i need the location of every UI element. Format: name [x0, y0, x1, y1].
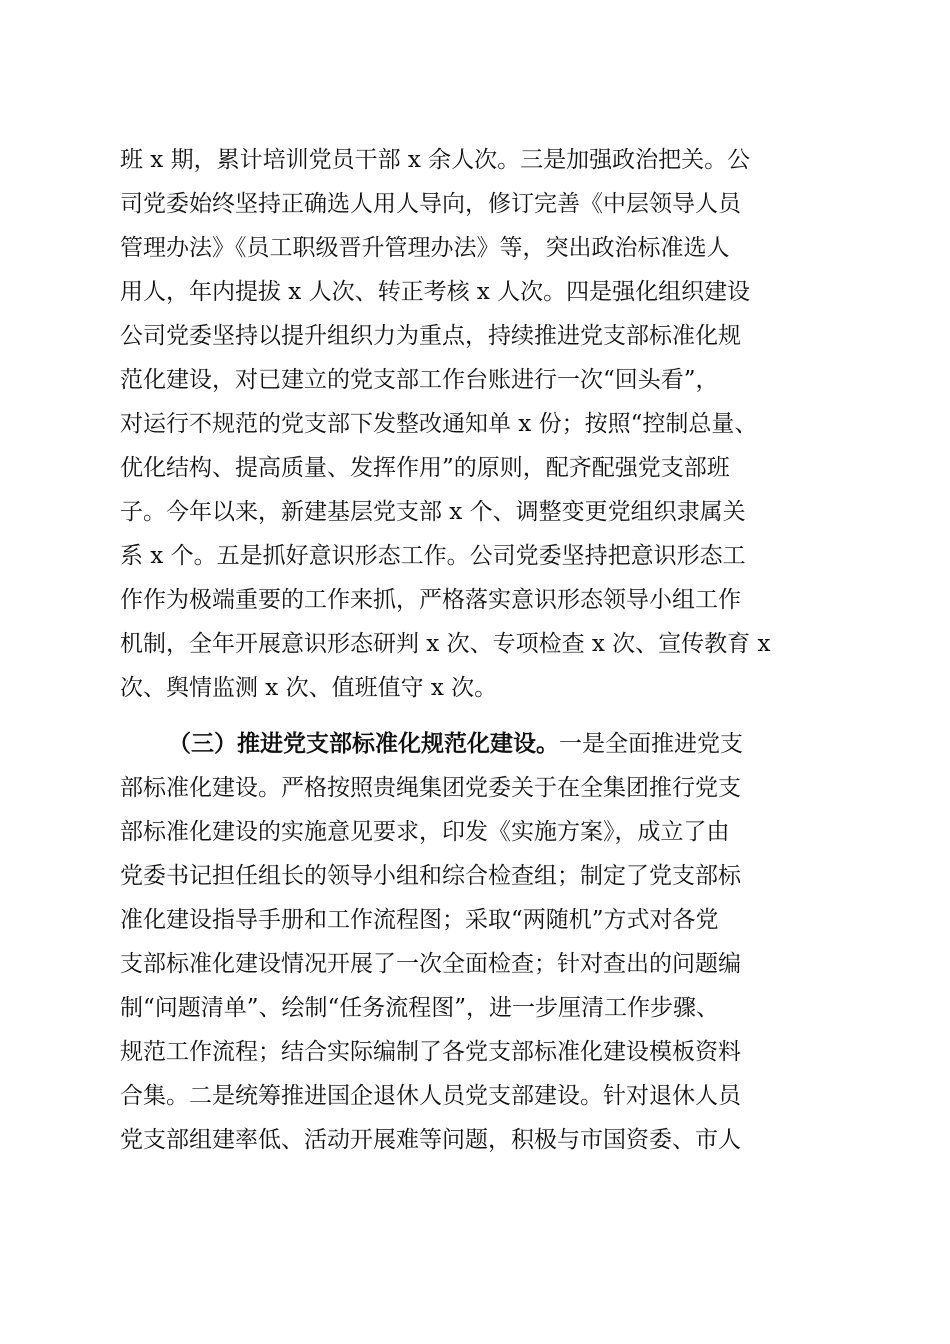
paragraph-line: 部标准化建设。严格按照贵绳集团党委关于在全集团推行党支 — [120, 775, 741, 801]
paragraph-line: 子。今年以来，新建基层党支部 x 个、调整变更党组织隶属关 — [120, 499, 746, 525]
paragraph-line: 对运行不规范的党支部下发整改通知单 x 份；按照“控制总量、 — [120, 411, 758, 437]
paragraph-line: 司党委始终坚持正确选人用人导向，修订完善《中层领导人员 — [120, 191, 741, 217]
paragraph-line: 作作为极端重要的工作来抓，严格落实意识形态领导小组工作 — [120, 587, 741, 613]
paragraph-line: 支部标准化建设情况开展了一次全面检查；针对查出的问题编 — [120, 951, 741, 977]
paragraph-line: 机制，全年开展意识形态研判 x 次、专项检查 x 次、宣传教育 x — [120, 631, 771, 657]
paragraph-line: 制“问题清单”、绘制“任务流程图”，进一步厘清工作步骤、 — [120, 995, 720, 1021]
paragraph-line: 优化结构、提高质量、发挥作用”的原则，配齐配强党支部班 — [120, 455, 730, 481]
paragraph-line: 系 x 个。五是抓好意识形态工作。公司党委坚持把意识形态工 — [120, 543, 746, 569]
paragraph-line: 公司党委坚持以提升组织力为重点，持续推进党支部标准化规 — [120, 323, 741, 349]
section-first-line-text: 一是全面推进党支 — [559, 731, 743, 757]
section-heading: （三）推进党支部标准化规范化建设。 — [168, 731, 559, 757]
paragraph-line: 党委书记担任组长的领导小组和综合检查组；制定了党支部标 — [120, 863, 741, 889]
paragraph-line: 用人，年内提拔 x 人次、转正考核 x 人次。四是强化组织建设 — [120, 279, 751, 305]
paragraph-line: 合集。二是统筹推进国企退休人员党支部建设。针对退休人员 — [120, 1083, 741, 1109]
paragraph-line: 次、舆情监测 x 次、值班值守 x 次。 — [120, 675, 498, 701]
paragraph-line: 管理办法》《员工职级晋升管理办法》等，突出政治标准选人 — [120, 235, 730, 261]
paragraph-line: 准化建设指导手册和工作流程图；采取“两随机”方式对各党 — [120, 907, 719, 933]
paragraph-line: 部标准化建设的实施意见要求，印发《实施方案》，成立了由 — [120, 819, 730, 845]
paragraph-line: 班 x 期，累计培训党员干部 x 余人次。三是加强政治把关。公 — [120, 147, 751, 173]
section-first-line — [168, 724, 850, 764]
paragraph-line: 规范工作流程；结合实际编制了各党支部标准化建设模板资料 — [120, 1039, 741, 1065]
paragraph-line: 范化建设，对已建立的党支部工作台账进行一次“回头看”， — [120, 367, 719, 393]
paragraph-line: 党支部组建率低、活动开展难等问题，积极与市国资委、市人 — [120, 1127, 741, 1153]
